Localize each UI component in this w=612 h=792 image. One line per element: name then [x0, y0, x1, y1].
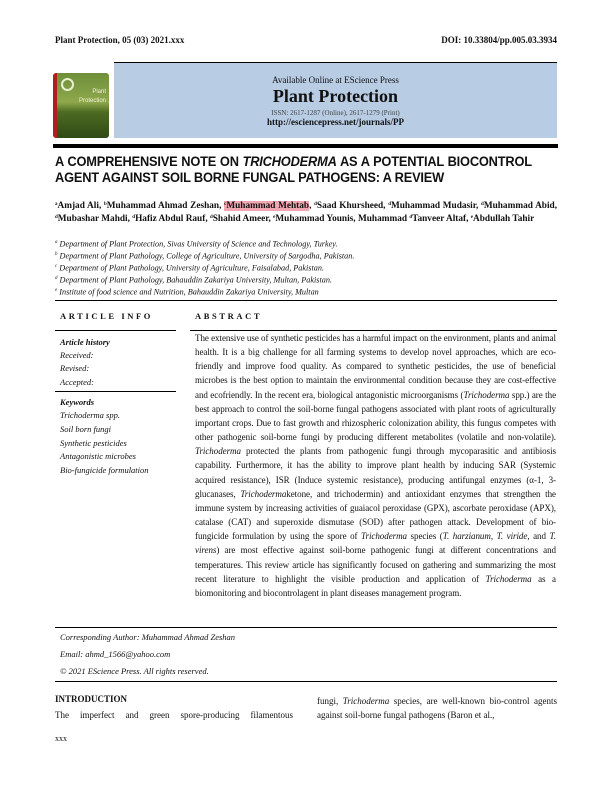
copyright: © 2021 EScience Press. All rights reserved. [60, 666, 209, 676]
journal-url[interactable]: http://esciencepress.net/journals/PP [266, 117, 405, 127]
article-history-label: Article history [60, 337, 110, 347]
author-affiliation-mark: d [209, 215, 213, 221]
author [409, 214, 466, 224]
author [224, 201, 309, 211]
accepted-label: Accepted: [60, 377, 94, 387]
abstract-body [195, 331, 556, 600]
keyword: Trichoderma spp. [60, 410, 120, 420]
author-list: $^a$Amjad Ali, $^b$Muhammad Ahmad Zeshan, $^c$Muhammad Mehtab, $^d$Saad Khursheed, $^d$Muhammad Mudasir, $^d$Muhammad Abid, $^d$Mubashar Mahdi, $^d$Hafiz Abdul Rauf, $^d$Shahid Ameer, $^e$Muhammad Younis, Muhammad $^d$Tanveer Altaf, $^e$Abdullah Tahir [55, 201, 558, 225]
author-name: Mubashar Mahdi [57, 214, 128, 225]
author [55, 214, 128, 224]
email[interactable]: Email: ahmd_1566@yahoo.com [60, 649, 171, 659]
author [388, 201, 476, 211]
introduction-heading: INTRODUCTION [55, 694, 128, 704]
abstract-italic: Trichoderma [463, 389, 510, 400]
affiliation-mark: d [55, 276, 58, 281]
author-affiliation-mark: d [409, 215, 413, 221]
header-divider [53, 144, 558, 148]
abstract-text: species ( [407, 531, 443, 542]
abstract-italic: T. harzianum, T. viride, [442, 531, 530, 542]
affiliation-text: Department of Plant Protection, Sivas University of Science and Technology, Turkey. [59, 239, 338, 249]
keyword: Synthetic pesticides [60, 437, 127, 448]
author [104, 201, 219, 211]
author-affiliation-mark: d [132, 215, 136, 221]
author-affiliation-mark: d [314, 202, 317, 207]
intro-right-column [317, 694, 557, 722]
author [471, 214, 534, 224]
author-name: Amjad Ali [57, 201, 99, 211]
logo-text-1: Plant [92, 89, 106, 95]
journal-title: Plant Protection [272, 86, 399, 106]
logo-text-2: Protection [78, 98, 106, 104]
available-online: Available Online at EScience Press [272, 75, 399, 85]
keyword: Antagonistic microbes [60, 451, 136, 462]
divider [55, 627, 557, 628]
author-name: Saad Khursheed [316, 201, 384, 211]
author-name: Muhammad Abid [483, 201, 555, 211]
affiliation-mark: a [55, 240, 58, 245]
affiliation-mark: b [55, 252, 58, 257]
revised-label: Revised: [60, 363, 90, 373]
author-name: Muhammad Younis, Muhammad [275, 214, 408, 225]
author [55, 201, 99, 211]
logo-emblem-icon [61, 78, 74, 91]
author-affiliation-mark: d [481, 202, 484, 207]
abstract-text: spp.) are the best approach to control the soil-borne fungal pathogens associated with plant roots of agriculturally important crops. Due to fast growth and rhizospheric colonization ability, this fungus competes with other pathogenic soil-borne fungi by producing different metabolites (volatile and non-volatile). [195, 389, 557, 443]
affiliation-mark: e [55, 288, 58, 293]
author-name: Abdullah Tahir [473, 214, 535, 225]
divider [55, 391, 176, 392]
author [481, 201, 555, 211]
doi: DOI: 10.33804/pp.005.03.3934 [441, 35, 557, 45]
keyword: Bio-fungicide formulation [60, 465, 149, 476]
intro-text: species, are well-known bio-control agents against soil-borne fungal pathogens (Baron et al., [317, 696, 558, 720]
author [210, 214, 269, 224]
intro-text: fungi, [317, 696, 343, 706]
abstract-italic: Trichoderma [195, 446, 241, 457]
running-citation: Plant Protection, 05 (03) 2021.xxx [55, 35, 185, 45]
author-name: Shahid Ameer [212, 214, 269, 225]
abstract-text: ) are most effective against soil-borne pathogenic fungi at different concentrations and temperatures. This review article has significantly focused on gathering and summarizing the most recent literature to highlight the visible production and application of [195, 545, 556, 584]
affiliation-text: Department of Plant Pathology, Bahauddin Zakariya University, Multan, Pakistan. [59, 275, 332, 285]
abstract-text: as a biomonitoring and biocontrolagent in plant diseases management program. [195, 573, 556, 598]
title-italic: TRICHODERMA [242, 154, 337, 169]
page-number: xxx [55, 734, 67, 743]
abstract-italic: Trichoderma [361, 531, 407, 542]
abstract-text: protected the plants from pathogenic fungi through mycoparasitic and antibiosis capability. Furthermore, it has the ability to improve plant health by inducing SAR (Systemic acquired resistance), ISR (Induce systemic resistance), producing antifungal enzymes (α-1, 3-glucanases, [195, 446, 556, 499]
abstract-text: and [529, 531, 550, 542]
author-affiliation-mark: b [103, 202, 107, 207]
abstract-text: ketone, and trichodermin) and antioxidant enzymes that strengthen the immune system by increasing activities of guaiacol peroxidase (GPX), ascorbate peroxidase (APX), catalase (CAT) and superoxide dismutase (SOD) after pathogen attack. Development of bio-fungicide formulation by using the spore of [195, 488, 556, 542]
divider [55, 330, 176, 331]
author-name: Muhammad Ahmad Zeshan [106, 201, 220, 211]
author-name: Tanveer Altaf [412, 214, 467, 225]
affiliation-text: Institute of food science and Nutrition, Bahauddin Zakariya University, Multan [59, 287, 319, 297]
author-affiliation-mark: e [273, 215, 276, 221]
author-name: Muhammad Mehtab [226, 201, 310, 211]
keyword-list [60, 409, 149, 478]
received-label: Received: [60, 350, 94, 360]
journal-logo [53, 73, 109, 138]
author-affiliation-mark: c [224, 202, 227, 207]
abstract-text: The extensive use of synthetic pesticides has a harmful impact on the environment, plants and animal health. It is a big challenge for all farming systems to develop novel approaches, which are eco-friendly and improve food quality. As compared to synthetic pesticides, the use of beneficial microbes is the best option to maintain the environmental condition because they are cost-effective and ecofriendly. In the recent era, biological antagonistic microorganisms ( [195, 333, 556, 400]
author-name: Hafiz Abdul Rauf [135, 214, 206, 225]
title-part: AS A POTENTIAL BIOCONTROL AGENT AGAINST SOIL BORNE FUNGAL PATHOGENS: A REVIEW [55, 154, 532, 185]
author [273, 214, 407, 224]
keywords-heading: Keywords [60, 397, 94, 407]
intro-left-column: The imperfect and green spore-producing filamentous [55, 710, 293, 720]
keyword: Soil born fungi [60, 423, 112, 434]
author [314, 201, 383, 211]
affiliation [55, 285, 319, 299]
title-part: A COMPREHENSIVE NOTE ON [55, 154, 243, 169]
divider [55, 681, 557, 682]
article-info-heading: ARTICLE INFO [60, 311, 154, 321]
abstract-italic: Trichoderma [240, 488, 287, 499]
abstract-italic: Trichoderma [485, 573, 532, 584]
divider [55, 300, 557, 301]
abstract-italic: T. virens [195, 531, 556, 556]
abstract-heading: ABSTRACT [195, 311, 263, 321]
author-affiliation-mark: a [55, 202, 58, 207]
issn: ISSN: 2617-1287 (Online), 2617-1279 (Print) [271, 109, 400, 117]
author-affiliation-mark: d [388, 202, 391, 207]
intro-italic: Trichoderma [342, 696, 390, 706]
affiliation-text: Department of Plant Pathology, College of Agriculture, University of Sargodha, Pakistan. [59, 251, 355, 261]
paper-title [55, 154, 532, 186]
affiliation-mark: c [55, 264, 58, 269]
affiliation-text: Department of Plant Pathology, University of Agriculture, Faisalabad, Pakistan. [59, 263, 324, 273]
author-affiliation-mark: d [55, 215, 58, 221]
author-affiliation-mark: e [470, 215, 474, 221]
author-name: Muhammad Mudasir [390, 201, 476, 211]
corresponding-author: Corresponding Author: Muhammad Ahmad Zeshan [60, 632, 236, 642]
author [132, 214, 205, 224]
journal-banner [114, 62, 557, 138]
